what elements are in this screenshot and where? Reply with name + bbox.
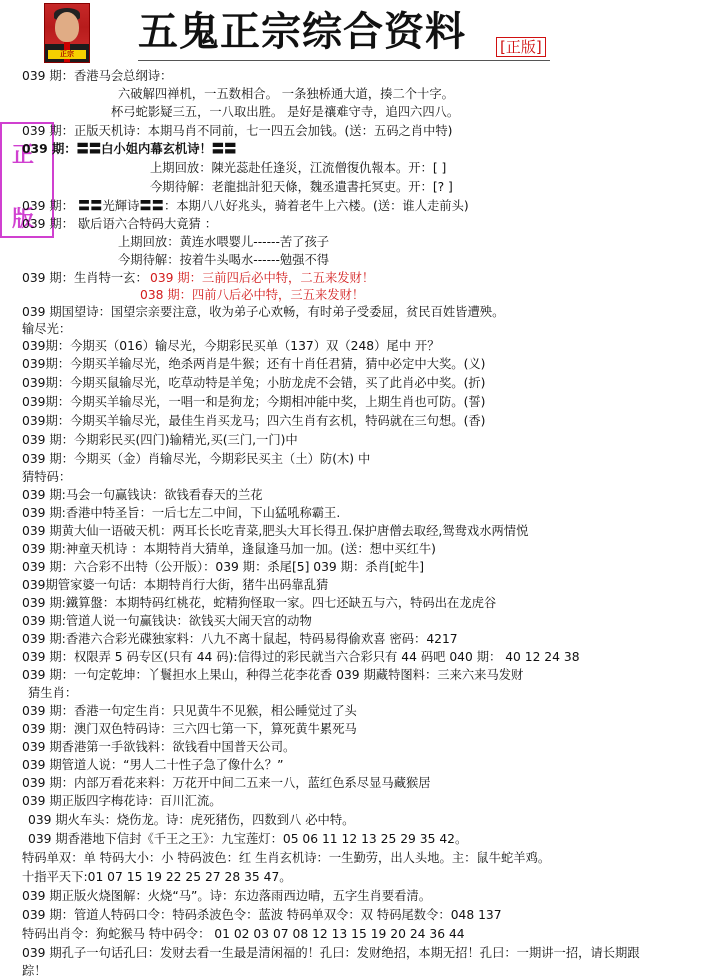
text-line: 039期管家婆一句话：本期特肖行大街，猪牛出码靠乱猜	[22, 578, 329, 592]
text-line: 039期：今期买（016）输尽光，今期彩民买单（137）双（248）尾中 开？	[22, 339, 440, 353]
text-line: 输尽光：	[22, 322, 72, 336]
text-line: 039 期:鐵算盤：本期特码红桃花，蛇精狗怪取一家。四七还缺五与六，特码出在龙虎谷	[22, 596, 497, 610]
text-line: 039 期：香港马会总纲诗：	[22, 69, 173, 83]
text-line: 特码单双：单 特码大小：小 特码波色：红 生肖玄机诗：一生勤劳，出人头地。主：鼠牛蛇羊鸡。	[22, 851, 551, 865]
text-line: 039期：今期买羊输尽光，一唱一和是狗龙；今期相冲能中奖，上期生肖也可防。(誓)	[22, 395, 486, 409]
text-line: 039 期:管道人说一句赢钱诀：欲钱买大闹天宫的动物	[22, 614, 312, 628]
text-line: 039 期：权限弄 5 码专区(只有 44 码):信得过的彩民就当六合彩只有 44 码吧 040 期： 40 12 24 38	[22, 650, 580, 664]
text-line: 039 期：今期买（金）肖输尽光，今期彩民买主（土）防(木) 中	[22, 452, 371, 466]
text-line: 今期待解：老龍拙計犯天條，魏丞遺書托冥吏。开：[? ]	[150, 180, 453, 194]
text-line: 039 期：生肖特一玄：	[22, 271, 148, 285]
text-line: 039 期黄大仙一语破天机：两耳长长吃青菜,肥头大耳长得丑.保护唐僧去取经,鸳鸯戏水两情悦	[22, 524, 529, 538]
text-line: 039 期正版四字梅花诗：百川汇流。	[22, 794, 222, 808]
title-underline	[138, 60, 550, 61]
text-line: 039 期香港地下信封《千王之王》：九宝莲灯：05 06 11 12 13 25 29 35 42。	[28, 832, 468, 846]
text-line: 上期回放：黄连水喂婴儿------苦了孩子	[118, 235, 330, 249]
avatar	[44, 3, 90, 63]
text-line: 039期：今期买羊输尽光，最佳生肖买龙马；四六生肖有玄机，特码就在三句想。(香)	[22, 414, 486, 428]
edition-badge: [正版]	[496, 37, 546, 57]
avatar-caption: 正宗	[48, 50, 86, 59]
text-line: 039 期：一句定乾坤：丫鬟担水上果山，种得兰花李花香 039 期藏特图料：三来六来马发财	[22, 668, 524, 682]
text-line: 039 期：今期彩民买(四门)输精光,买(三门,一门)中	[22, 433, 298, 447]
text-line: 特码出肖令：狗蛇猴马 特中码令： 01 02 03 07 08 12 13 15 19 20 24 36 44	[22, 927, 465, 941]
text-line: 039 期正版火烧图解：火烧“马”。诗：东边落雨西边晴，五字生肖要看清。	[22, 889, 432, 903]
red-text-line: 039 期：三前四后必中特，二五来发财！	[150, 271, 375, 285]
text-line: 039 期:香港中特圣旨：一后七左二中间，下山猛吼称霸王.	[22, 506, 341, 520]
text-line: 039 期：管道人特码口令：特码杀波色令：蓝波 特码单双令：双 特码尾数令：048 137	[22, 908, 502, 922]
text-line: 039 期：内部万看花来料：万花开中间二五来一八，蓝红色系尽显马藏猴居	[22, 776, 431, 790]
text-line: 039 期： 〓〓光輝诗〓〓：本期八八好兆头，骑着老牛上六楼。(送：谁人走前头)	[22, 199, 469, 213]
text-line: 杯弓蛇影疑三五，一八取出胜。 是好是禳难守寺，追四六四八。	[111, 105, 460, 119]
text-line: 039 期:香港六合彩光碟独家料：八九不离十鼠起，特码易得偷欢喜 密码：4217	[22, 632, 458, 646]
text-line: 039 期：正版天机诗：本期马肖不同前，七一四五会加钱。(送：五码之肖中特)	[22, 124, 453, 138]
stamp-char: 版	[12, 206, 35, 232]
text-line: 039 期管道人说：“男人二十性子急了像什么？”	[22, 758, 284, 772]
avatar-face	[55, 12, 79, 42]
text-line: 039 期孔子一句话孔曰：发财去看一生最是清闲福的！孔曰：发财绝招，本期无招！孔曰：一期讲一招，请长期跟	[22, 946, 640, 960]
page-title: 五鬼正宗综合资料	[138, 8, 466, 55]
text-line: 039期：今期买鼠输尽光，吃草动特是羊兔；小肪龙虎不会错，买了此肖必中奖。(折)	[22, 376, 486, 390]
red-text-line: 038 期：四前八后必中特，三五来发财！	[140, 288, 365, 302]
header	[0, 0, 720, 68]
text-line: 039 期：香港一句定生肖：只见黄牛不见猴，相公睡觉过了头	[22, 704, 357, 718]
text-line: 039 期国望诗：国望宗亲要注意，收为弟子心欢畅，有时弟子受委屈，贫民百姓皆遭殃。	[22, 305, 505, 319]
text-line: 039期：今期买羊输尽光，绝杀两肖是牛猴；还有十肖任君猜，猜中必定中大奖。(义)	[22, 357, 486, 371]
text-line: 039 期:神童天机诗 ：本期特肖大猜单，逢鼠逢马加一加。(送：想中买红牛)	[22, 542, 436, 556]
text-line: 猜生肖：	[28, 686, 78, 700]
text-line: 039 期香港第一手欲钱料：欲钱看中国普天公司。	[22, 740, 296, 754]
text-line: 039 期：六合彩不出特（公开版）：039 期：杀尾[5] 039 期：杀肖[蛇牛]	[22, 560, 425, 574]
text-line: 上期回放：陳光蕊赴任逢災，江流僧復仇報本。开：[ ]	[150, 161, 447, 175]
text-line: 039 期： 歇后语六合特码大竟猜 ：	[22, 217, 218, 231]
text-line: 六破解四禅机，一五数相合。 一条独桥通大道，揍二个十字。	[118, 87, 454, 101]
text-line: 039 期火车头：烧伤龙。诗：虎死猪伤，四数到八 必中特。	[28, 813, 355, 827]
text-line: 踪！	[22, 964, 47, 978]
text-line: 039 期：澳门双色特码诗：三六四七第一下，算死黄牛累死马	[22, 722, 357, 736]
text-line: 今期待解：按着牛头喝水------勉强不得	[118, 253, 330, 267]
text-line: 十指平天下:01 07 15 19 22 25 27 28 35 47。	[22, 870, 292, 884]
text-line: 039 期：〓〓白小姐内幕玄机诗！〓〓	[22, 142, 237, 156]
stamp-char: 正	[12, 142, 35, 168]
text-line: 猜特码：	[22, 470, 72, 484]
text-line: 039 期:马会一句赢钱诀：欲钱看春天的兰花	[22, 488, 263, 502]
